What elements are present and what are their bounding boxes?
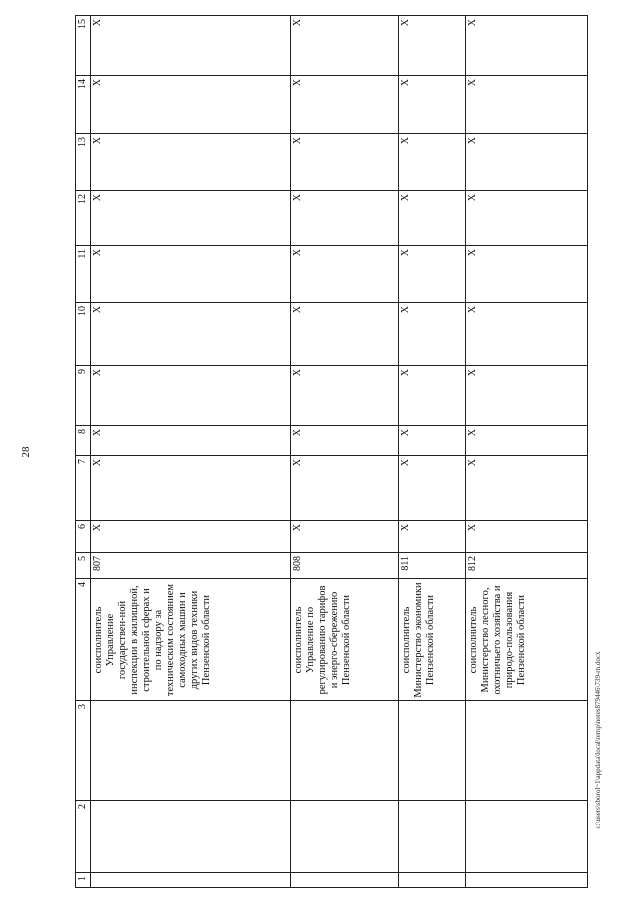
cell-mark: X [400,249,411,257]
table-cell [290,872,398,888]
table-cell [90,578,290,700]
table-cell [465,872,588,888]
table-cell [465,520,588,552]
cell-mark: X [92,429,103,437]
cell-mark [91,15,290,16]
cell-mark: X [92,137,103,145]
cell-mark [399,15,465,16]
column-number: 14 [77,79,88,89]
column-number [76,15,90,16]
cell-mark [466,15,588,16]
table-cell [90,15,290,16]
cell-mark: X [400,429,411,437]
table-cell [90,302,290,365]
table-cell [290,302,398,365]
cell-mark: X [400,459,411,467]
table-cell [290,700,398,800]
table-cell [290,75,398,133]
column-number: 15 [77,19,88,29]
column-header-15 [75,15,90,75]
cell-mark: X [400,194,411,202]
column-number: 10 [77,306,88,316]
cell-mark: X [92,19,103,27]
cell-mark: X [467,194,478,202]
table-cell [398,365,465,425]
table-cell [90,800,290,872]
table-cell [465,133,588,190]
column-header-9 [75,365,90,425]
table-cell [290,425,398,455]
executor-name: соисполнитель Министерство экономики Пензенской области [401,582,436,698]
cell-mark: X [400,79,411,87]
cell-mark: X [467,429,478,437]
cell-mark: X [292,306,303,314]
cell-mark: X [92,306,103,314]
column-number: 12 [77,194,88,204]
column-number: 7 [77,459,88,464]
table-cell [90,872,290,888]
column-number: 3 [77,704,88,709]
column-header-2 [75,800,90,872]
table-cell [398,133,465,190]
cell-mark: X [467,79,478,87]
column-header-6 [75,520,90,552]
table-cell [465,700,588,800]
cell-mark: X [92,459,103,467]
cell-mark: X [292,194,303,202]
table-cell [290,133,398,190]
column-number: 9 [77,369,88,374]
table-cell-code [398,552,465,578]
table-cell [465,800,588,872]
footer-file-path: c:\users\sborol~1\appdata\local\temp\notes879446\739-rn.docx [594,651,602,829]
table-cell-code [290,552,398,578]
executor-name: соисполнитель Управление по регулированию тарифов и энерго-сбережению Пензенской области [293,585,352,695]
cell-mark: X [292,19,303,27]
table-cell [290,800,398,872]
column-header-10 [75,302,90,365]
cell-mark: X [467,249,478,257]
table-cell [398,302,465,365]
table-cell-code [90,552,290,578]
cell-mark: X [292,369,303,377]
table-cell [465,578,588,700]
table-cell [90,425,290,455]
cell-mark: X [292,249,303,257]
cell-mark: X [292,137,303,145]
table-cell [398,455,465,520]
table-cell [90,190,290,245]
table-cell [398,520,465,552]
table-cell [90,520,290,552]
table-cell [465,245,588,302]
table-cell [465,365,588,425]
table-cell [465,75,588,133]
table-cell [90,365,290,425]
cell-mark: X [467,524,478,532]
table-cell [398,578,465,700]
table-cell [465,425,588,455]
column-number: 11 [77,249,88,259]
executor-name: соисполнитель Министерство лесного, охотничьего хозяйства и природо-пользования Пензенской области [468,585,527,695]
page-number: 28 [20,446,32,458]
cell-mark: X [92,369,103,377]
table-cell [290,15,398,16]
cell-mark: X [92,194,103,202]
table-cell [90,700,290,800]
column-header-13 [75,133,90,190]
table-cell [465,302,588,365]
budget-code: 807 [92,556,103,571]
table-cell [290,455,398,520]
cell-mark: X [467,306,478,314]
column-number: 2 [77,804,88,809]
column-header-7 [75,455,90,520]
cell-mark: X [292,429,303,437]
table-cell [290,578,398,700]
cell-mark: X [467,137,478,145]
cell-mark: X [92,524,103,532]
table-cell [398,190,465,245]
table-cell [290,15,398,75]
table-cell [290,245,398,302]
column-number: 4 [77,582,88,587]
table-cell [398,700,465,800]
cell-mark: X [92,79,103,87]
budget-code: 811 [400,556,411,571]
cell-mark: X [92,249,103,257]
cell-mark: X [467,369,478,377]
column-header-5 [75,552,90,578]
budget-code: 808 [292,556,303,571]
cell-mark: X [292,79,303,87]
cell-mark [291,15,398,16]
column-number: 1 [77,876,88,881]
table-cell [398,800,465,872]
table-cell [290,190,398,245]
table-cell [398,425,465,455]
table-cell [290,365,398,425]
column-header-1 [75,872,90,888]
table-cell [290,520,398,552]
cell-mark: X [400,306,411,314]
column-header-12 [75,190,90,245]
cell-mark: X [467,459,478,467]
column-number: 6 [77,524,88,529]
cell-mark: X [292,524,303,532]
table-cell [398,75,465,133]
cell-mark: X [467,19,478,27]
cell-mark: X [400,369,411,377]
column-header-3 [75,700,90,800]
table-cell [90,133,290,190]
table-cell-code [465,552,588,578]
table-cell [465,455,588,520]
table-cell [398,872,465,888]
column-header-4 [75,578,90,700]
table-cell [90,75,290,133]
table-cell [90,15,290,75]
table-cell [465,15,588,16]
budget-code: 812 [467,556,478,571]
column-header-8 [75,425,90,455]
cell-mark: X [292,459,303,467]
table-cell [465,190,588,245]
table-cell [398,15,465,16]
column-number: 13 [77,137,88,147]
table-cell [398,15,465,75]
column-number: 5 [77,556,88,561]
table-cell [465,15,588,75]
cell-mark: X [400,19,411,27]
cell-mark: X [400,137,411,145]
table-cell [90,245,290,302]
table-cell [90,455,290,520]
executor-name: соисполнитель Управление государствен-ной инспекции в жилищной, строительной сферах и по надзору за техническим состоянием самоходных машин и других видов техники Пензенской области [93,583,212,697]
column-header-14 [75,75,90,133]
column-number: 8 [77,429,88,434]
column-header-11 [75,245,90,302]
table-cell [398,245,465,302]
cell-mark: X [400,524,411,532]
column-header-16 [75,15,90,16]
